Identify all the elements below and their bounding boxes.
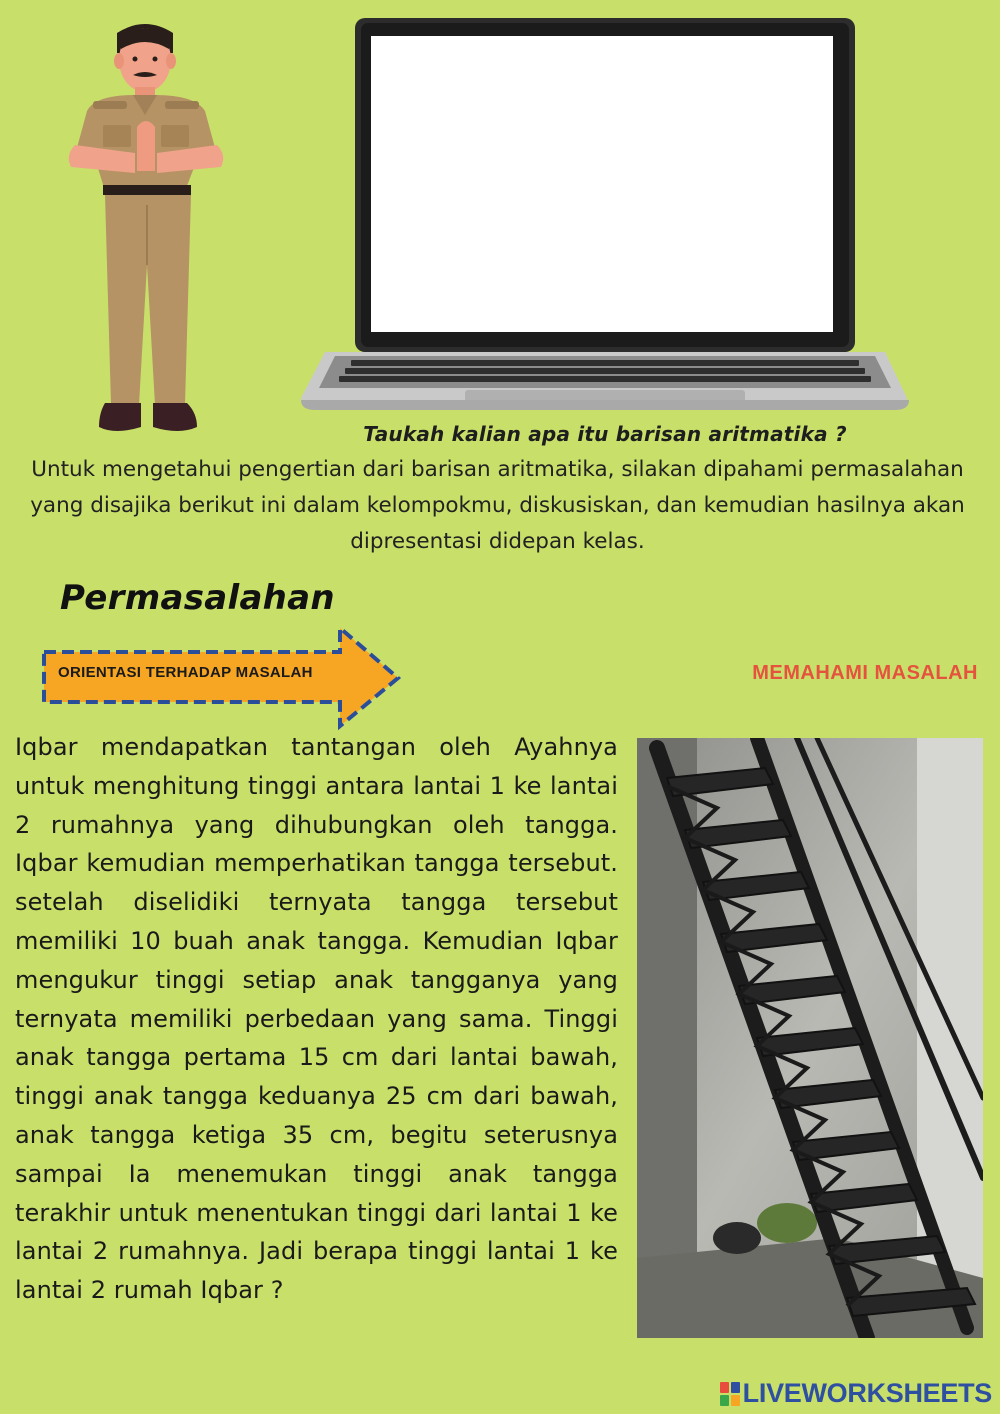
orientation-step-label: ORIENTASI TERHADAP MASALAH	[58, 664, 313, 681]
liveworksheets-logo-icon	[720, 1382, 740, 1406]
laptop-icon	[295, 18, 915, 410]
liveworksheets-logo[interactable]	[720, 1378, 992, 1409]
stairs-photo	[637, 738, 983, 1338]
stage-label: MEMAHAMI MASALAH	[752, 662, 978, 684]
laptop-screen	[371, 36, 833, 332]
question-heading: Taukah kalian apa itu barisan aritmatika ?	[363, 422, 847, 446]
section-title: Permasalahan	[60, 578, 335, 618]
intro-paragraph: Untuk mengetahui pengertian dari barisan aritmatika, silakan dipahami permasalahan yang disajika berikut ini dalam kelompokmu, diskusiskan, dan kemudian hasilnya akan dipresentasi didepan kelas.	[30, 457, 965, 554]
footer-brand: LIVEWORKSHEETS	[742, 1378, 992, 1408]
problem-text: Iqbar mendapatkan tantangan oleh Ayahnya untuk menghitung tinggi antara lantai 1 ke lantai 2 rumahnya yang dihubungkan oleh tangga. Iqbar kemudian memperhatikan tangga tersebut. setelah diselidiki ternyata tangga tersebut memiliki 10 buah anak tangga. Kemudian Iqbar mengukur tinggi setiap anak tangganya yang ternyata memiliki perbedaan yang sama. Tinggi anak tangga pertama 15 cm dari lantai bawah, tinggi anak tangga keduanya 25 cm dari bawah, anak tangga ketiga 35 cm, begitu seterusnya sampai Ia menemukan tinggi anak tangga terakhir untuk menentukan tinggi dari lantai 1 ke lantai 2 rumahnya. Jadi berapa tinggi lantai 1 ke lantai 2 rumah Iqbar ?	[15, 733, 618, 1305]
officer-illustration	[55, 15, 240, 440]
